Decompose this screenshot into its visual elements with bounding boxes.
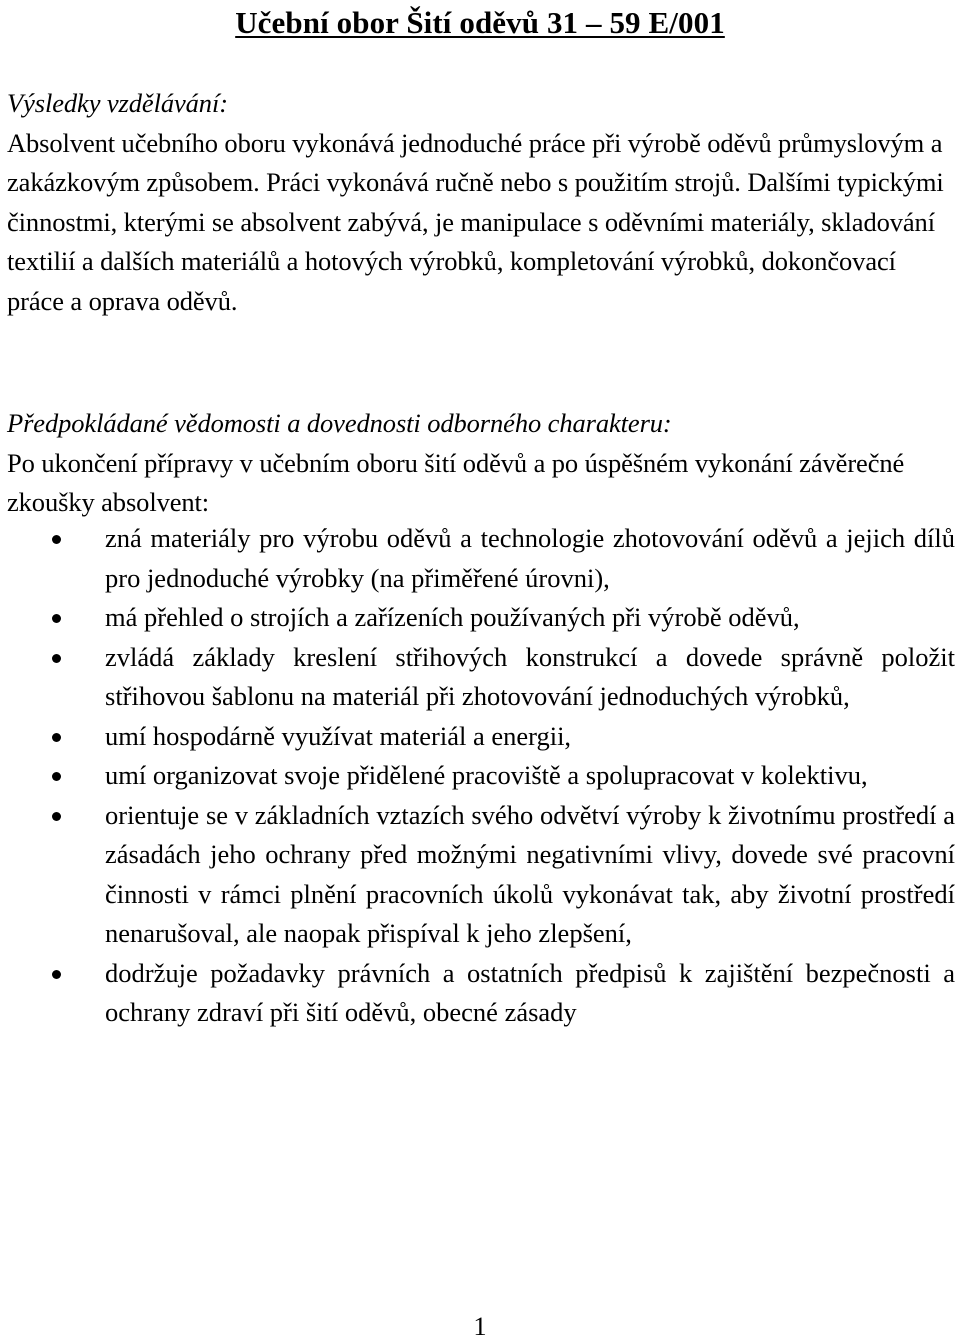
bullet-icon [52, 812, 61, 821]
bullet-icon [52, 733, 61, 742]
list-item-text: umí organizovat svoje přidělené pracoviště a spolupracovat v kolektivu, [105, 760, 868, 790]
page-number: 1 [473, 1311, 487, 1341]
section-learning-outcomes [7, 84, 955, 321]
list-item [52, 519, 955, 598]
list-item-text: má přehled o strojích a zařízeních používaných při výrobě oděvů, [105, 602, 800, 632]
section-heading: Výsledky vzdělávání: [7, 88, 228, 118]
bullet-icon [52, 654, 61, 663]
list-item [52, 717, 955, 757]
bullet-icon [52, 772, 61, 781]
list-item [52, 638, 955, 717]
list-item [52, 796, 955, 954]
section-expected-skills [7, 404, 955, 523]
list-item [52, 756, 955, 796]
section-heading: Předpokládané vědomosti a dovednosti odborného charakteru: [7, 408, 672, 438]
list-item-text: dodržuje požadavky právních a ostatních předpisů k zajištění bezpečnosti a ochrany zdraví při šití oděvů, obecné zásady [105, 957, 955, 1027]
bullet-icon [52, 614, 61, 623]
list-item-text: orientuje se v základních vztazích svého odvětví výroby k životnímu prostředí a zásadách jeho ochrany před možnými negativními vlivy, dovede své pracovní činnosti v rámci plnění pracovních úkolů vykonávat tak, aby životní prostředí nenarušoval, ale naopak přispíval k jeho zlepšení, [105, 799, 955, 948]
list-item-text: zná materiály pro výrobu oděvů a technologie zhotovování oděvů a jejich dílů pro jednoduché výrobky (na přiměřené úrovni), [105, 523, 955, 593]
document-title: Učební obor Šití oděvů 31 – 59 E/001 [235, 5, 725, 40]
bullet-icon [52, 535, 61, 544]
skills-list [52, 519, 955, 1033]
bullet-icon [52, 970, 61, 979]
section-paragraph: Absolvent učebního oboru vykonává jednoduché práce při výrobě oděvů průmyslovým a zakázkovým způsobem. Práci vykonává ručně nebo s použitím strojů. Dalšími typickými činnostmi, kterými se absolvent zabývá, je manipulace s oděvními materiály, skladování textilií a dalších materiálů a hotových výrobků, kompletování výrobků, dokončovací práce a oprava oděvů. [7, 127, 944, 316]
list-item [52, 954, 955, 1033]
list-item-text: zvládá základy kreslení střihových konstrukcí a dovede správně položit střihovou šablonu na materiál při zhotovování jednoduchých výrobků, [105, 641, 955, 711]
list-item-text: umí hospodárně využívat materiál a energii, [105, 720, 572, 751]
list-item [52, 598, 955, 638]
section-intro: Po ukončení přípravy v učebním oboru šití oděvů a po úspěšném vykonání závěrečné zkoušky absolvent: [7, 447, 905, 517]
